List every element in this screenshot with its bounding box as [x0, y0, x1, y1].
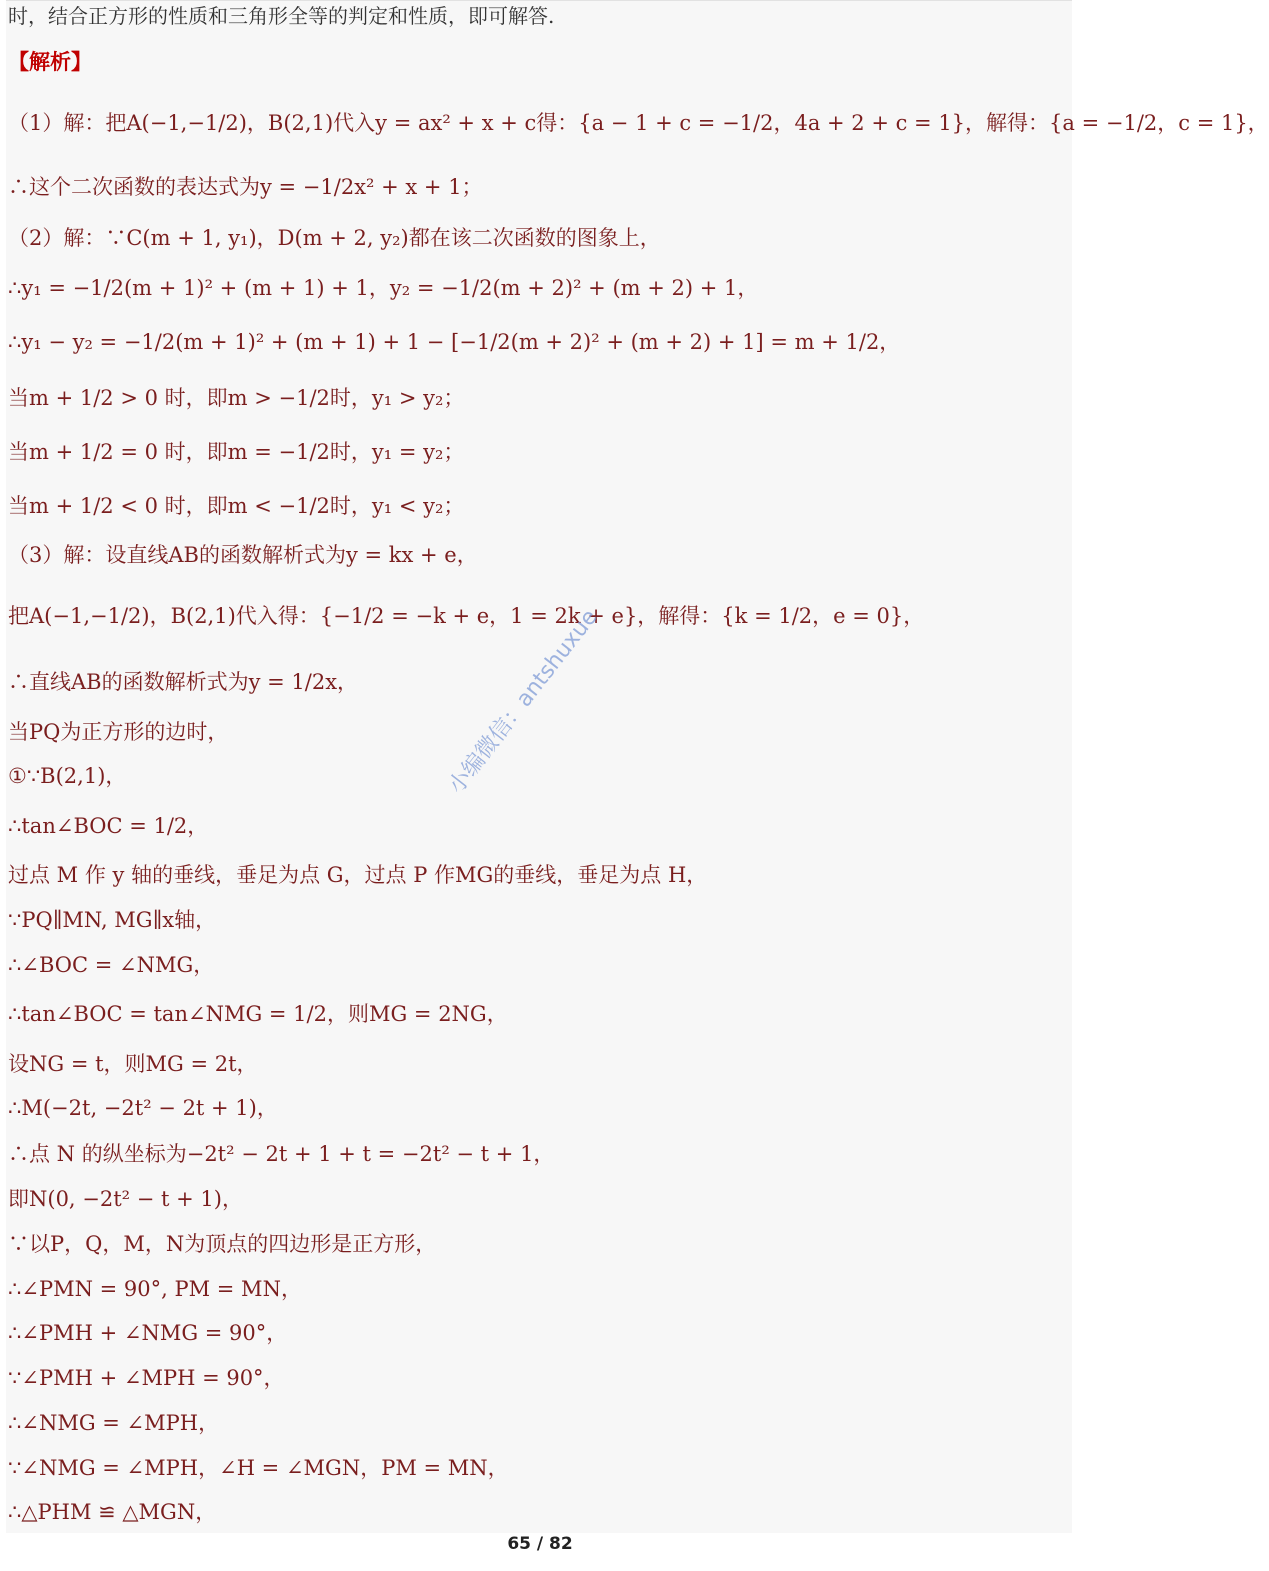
text-line: 当PQ为正方形的边时， [8, 720, 229, 744]
text-line: （3）解：设直线AB的函数解析式为y = kx + e， [8, 543, 478, 567]
text-line: ①∵B(2,1)， [8, 764, 127, 788]
section-header: 【解析】 [8, 50, 92, 74]
watermark: 小编微信：antshuxue [443, 605, 603, 799]
text-line: 把A(−1,−1/2)，B(2,1)代入得：{−1/2 = −k + e，1 = 2k + e}，解得：{k = 1/2，e = 0}， [8, 604, 925, 628]
text-line: ∴这个二次函数的表达式为y = −1/2x² + x + 1； [8, 175, 483, 199]
text-line: 设NG = t，则MG = 2t， [8, 1052, 258, 1076]
text-line: ∵∠PMH + ∠MPH = 90°， [8, 1366, 285, 1390]
text-line: （2）解：∵C(m + 1, y₁)，D(m + 2, y₂)都在该二次函数的图象上， [8, 226, 661, 250]
text-line: ∵以P，Q，M，N为顶点的四边形是正方形， [8, 1232, 437, 1256]
text-line: ∴tan∠BOC = 1/2， [8, 814, 209, 838]
text-line: （1）解：把A(−1,−1/2)，B(2,1)代入y = ax² + x + c得：{a − 1 + c = −1/2，4a + 2 + c = 1}，解得：{a = −1/2，c = 1}， [8, 111, 1269, 135]
page-number: 65 / 82 [507, 1534, 573, 1554]
text-line: ∵∠NMG = ∠MPH，∠H = ∠MGN，PM = MN， [8, 1456, 509, 1480]
text-line: ∴△PHM ≌ △MGN， [8, 1500, 217, 1524]
text-line: ∴直线AB的函数解析式为y = 1/2x， [8, 670, 359, 694]
text-line: 当m + 1/2 < 0 时，即m < −1/2时，y₁ < y₂； [8, 494, 465, 518]
text-line: 过点 M 作 y 轴的垂线，垂足为点 G，过点 P 作MG的垂线，垂足为点 H， [8, 863, 708, 887]
text-line: 当m + 1/2 > 0 时，即m > −1/2时，y₁ > y₂； [8, 386, 465, 410]
text-line: ∴∠PMN = 90°, PM = MN， [8, 1277, 302, 1301]
text-line: ∴M(−2t, −2t² − 2t + 1)， [8, 1096, 278, 1120]
text-line: ∴∠NMG = ∠MPH， [8, 1411, 220, 1435]
text-line: ∵PQ∥MN, MG∥x轴， [8, 908, 217, 932]
text-line: ∴∠PMH + ∠NMG = 90°， [8, 1321, 288, 1345]
text-line: ∴y₁ = −1/2(m + 1)² + (m + 1) + 1，y₂ = −1/2(m + 2)² + (m + 2) + 1， [8, 276, 759, 300]
text-line: ∴tan∠BOC = tan∠NMG = 1/2，则MG = 2NG， [8, 1002, 508, 1026]
text-line: ∴∠BOC = ∠NMG， [8, 953, 215, 977]
text-line: 当m + 1/2 = 0 时，即m = −1/2时，y₁ = y₂； [8, 440, 465, 464]
text-line: 时，结合正方形的性质和三角形全等的判定和性质，即可解答. [8, 4, 555, 28]
text-line: 即N(0, −2t² − t + 1)， [8, 1187, 243, 1211]
text-line: ∴y₁ − y₂ = −1/2(m + 1)² + (m + 1) + 1 − [−1/2(m + 2)² + (m + 2) + 1] = m + 1/2， [8, 330, 901, 354]
text-line: ∴点 N 的纵坐标为−2t² − 2t + 1 + t = −2t² − t + 1， [8, 1142, 555, 1166]
